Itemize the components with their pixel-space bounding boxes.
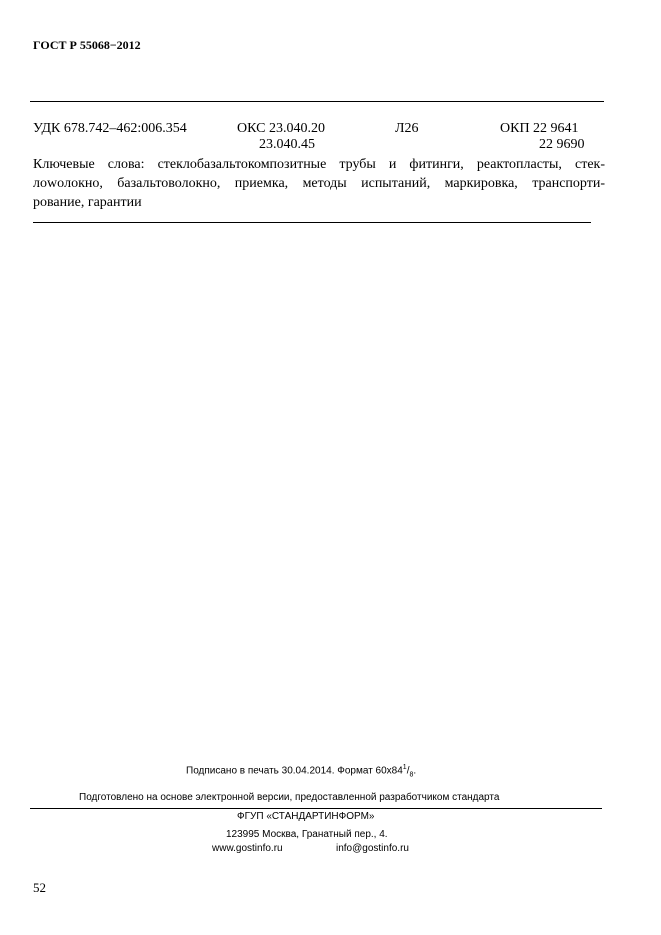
keywords-paragraph [33, 155, 605, 212]
okp-code-1: ОКП 22 9641 [500, 121, 579, 136]
top-divider [30, 101, 604, 102]
publisher-email[interactable]: info@gostinfo.ru [336, 843, 409, 854]
publisher-address: 123995 Москва, Гранатный пер., 4. [226, 829, 388, 840]
keywords-divider [33, 222, 591, 223]
format-numerator: 1 [402, 764, 407, 771]
keywords-line-1: Ключевые слова: стеклобазальтокомпозитные трубы и фитинги, реактопласты, стек- [33, 157, 605, 172]
signed-text: Подписано в печать 30.04.2014. Формат 60х84 [186, 765, 403, 777]
format-end: . [413, 765, 417, 777]
keywords-line-3: рование, гарантии [33, 195, 142, 210]
imprint-divider [30, 808, 602, 809]
keywords-line-2: лowoлокно, базальтоволокно, приемка, методы испытаний, маркировка, транспорти- [33, 176, 605, 191]
publisher-website[interactable]: www.gostinfo.ru [212, 843, 283, 854]
udk-code: УДК 678.742–462:006.354 [33, 121, 187, 136]
format-denominator: 8 [409, 771, 414, 779]
prepared-note: Подготовлено на основе электронной версии, предоставленной разработчиком стандарта [79, 792, 500, 803]
oks-code-2: 23.040.45 [259, 137, 315, 152]
oks-code-1: ОКС 23.040.20 [237, 121, 325, 136]
page-number: 52 [33, 880, 46, 895]
signed-for-print: Подписано в печать 30.04.2014. Формат $60х84^1/_8$. [186, 764, 417, 779]
classifier-code: Л26 [395, 121, 419, 136]
okp-code-2: 22 9690 [539, 137, 585, 152]
publisher-name: ФГУП «СТАНДАРТИНФОРМ» [237, 811, 375, 822]
standard-code: ГОСТ Р 55068−2012 [33, 38, 141, 52]
